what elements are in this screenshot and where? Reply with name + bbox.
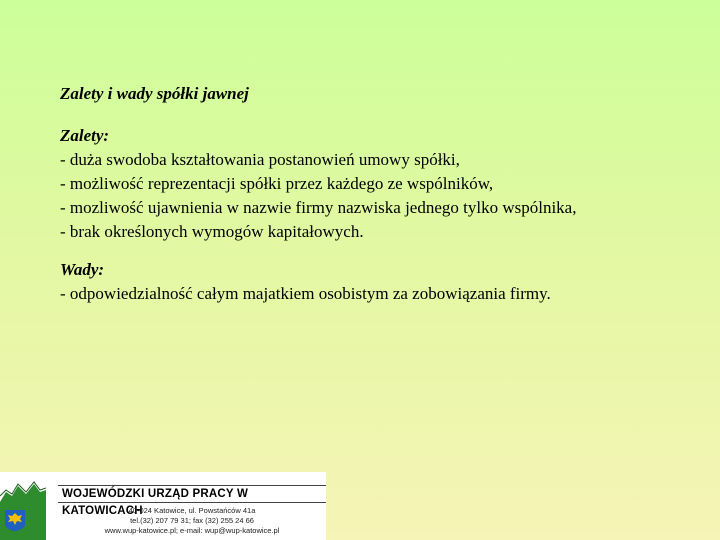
- pros-item: - mozliwość ujawnienia w nazwie firmy nazwiska jednego tylko wspólnika,: [60, 198, 577, 217]
- footer-logo: [0, 472, 326, 540]
- slide-title: Zalety i wady spółki jawnej: [60, 84, 249, 103]
- silesia-eagle-emblem-icon: [0, 472, 46, 540]
- pros-item: - brak określonych wymogów kapitałowych.: [60, 222, 364, 241]
- web-line: www.wup-katowice.pl; e-mail: wup@wup-katowice.pl: [104, 526, 280, 535]
- cons-section: [60, 258, 551, 306]
- pros-item: - duża swodoba kształtowania postanowień umowy spółki,: [60, 150, 460, 169]
- org-name: WOJEWÓDZKI URZĄD PRACY W KATOWICACH: [58, 485, 326, 503]
- pros-section: [60, 124, 576, 244]
- cons-heading: Wady:: [60, 260, 105, 279]
- pros-item: - możliwość reprezentacji spółki przez każdego ze wspólników,: [60, 174, 494, 193]
- cons-item: - odpowiedzialność całym majatkiem osobistym za zobowiązania firmy.: [60, 284, 551, 303]
- phone-line: tel.(32) 207 79 31; fax (32) 255 24 66: [130, 516, 254, 525]
- contact-info: [58, 506, 326, 536]
- address-line: 40-024 Katowice, ul. Powstańców 41a: [128, 506, 256, 515]
- pros-heading: Zalety:: [60, 126, 110, 145]
